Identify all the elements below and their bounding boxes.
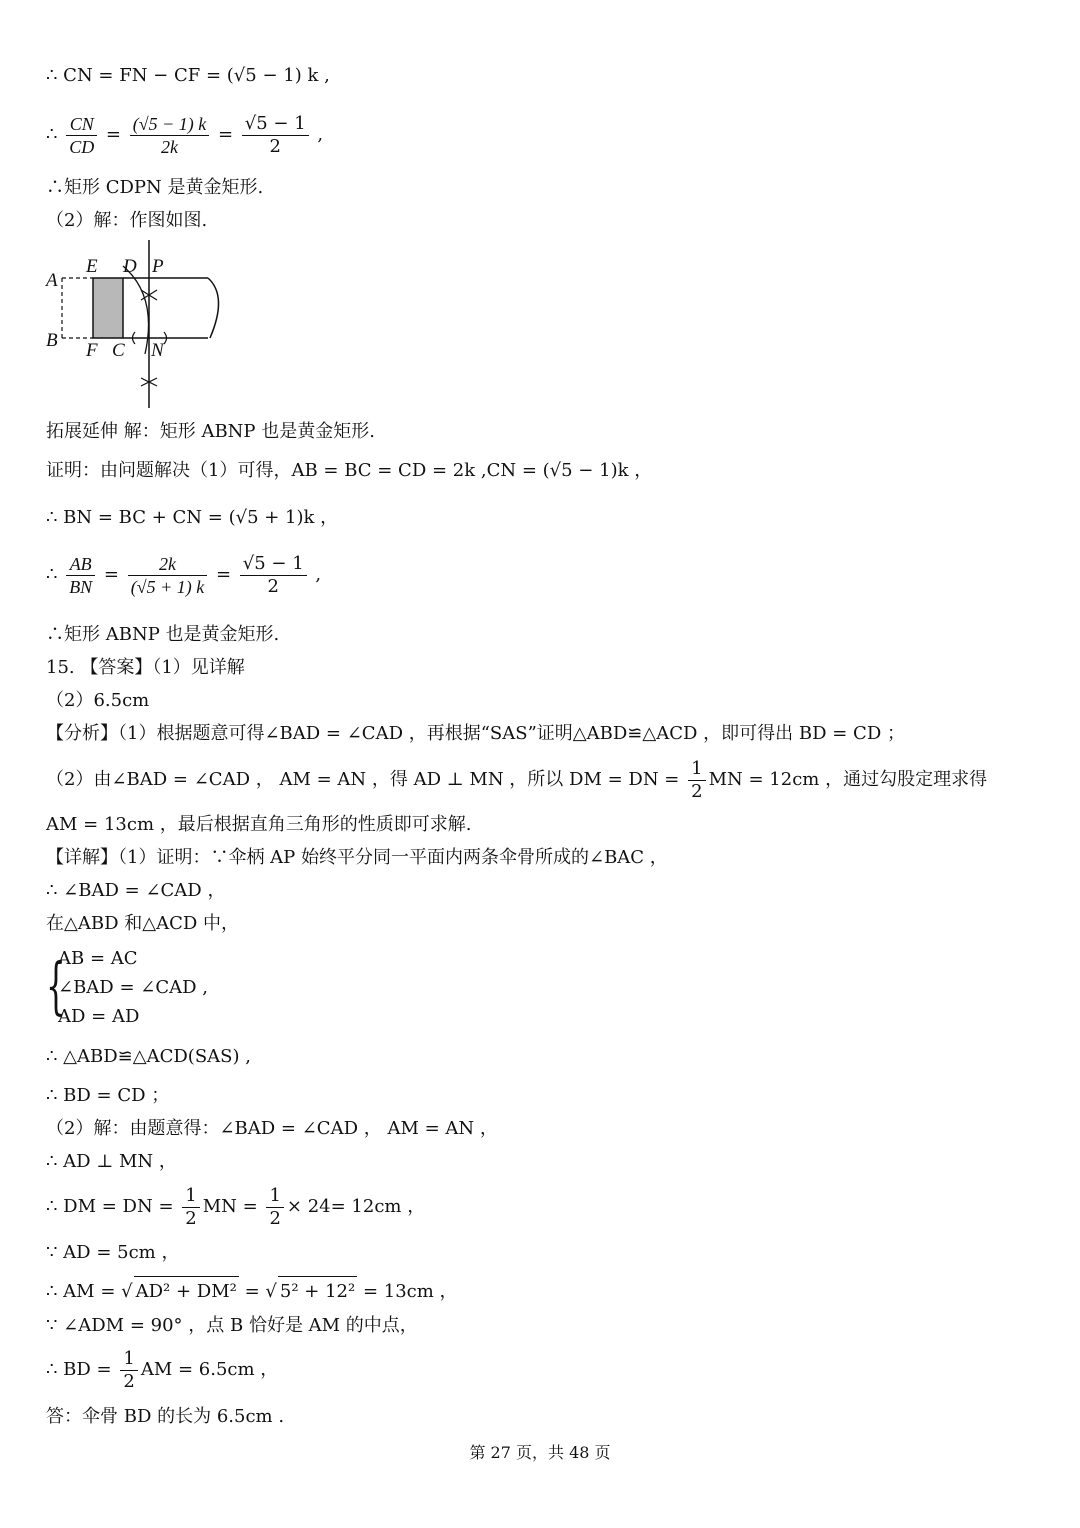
page-footer: 第 27 页，共 48 页	[469, 1443, 611, 1462]
label-p: P	[152, 256, 164, 277]
line-golden-abnp: ∴矩形 ABNP 也是黄金矩形.	[46, 624, 280, 645]
fraction: $\frac{1}{2}$	[120, 1348, 137, 1393]
line-detail-1: 【详解】（1）证明：∵伞柄 AP 始终平分同一平面内两条伞骨所成的∠BAC ，	[46, 847, 668, 868]
construction-figure	[40, 236, 240, 416]
line-q15-answer: 15. 【答案】（1）见详解	[46, 657, 245, 678]
strip-end-curve	[208, 278, 219, 338]
line-part2-solve: （2）解：由题意得：∠BAD = ∠CAD ， AM = AN ，	[46, 1118, 498, 1139]
fraction: $\frac{CN}{CD}$	[66, 113, 97, 158]
line-am: ∴ AM = √ AD² + DM² = √ 5² + 12² = 13cm ，	[46, 1276, 458, 1307]
fraction: $\frac{1}{2}$	[266, 1185, 283, 1230]
label-n: N	[151, 340, 164, 361]
system-eq-2: ∠BAD = ∠CAD ,	[58, 977, 208, 998]
line-ad-5: ∵ AD = 5cm ，	[46, 1242, 180, 1263]
line-proof-start: 证明：由问题解决（1）可得，AB = BC = CD = 2k ,CN = (√5 − 1)k ，	[46, 460, 653, 481]
label-c: C	[112, 340, 125, 361]
therefore: ∴	[46, 124, 58, 145]
therefore: ∴	[46, 564, 58, 585]
fraction: $\frac{1}{2}$	[182, 1185, 199, 1230]
line-extension: 拓展延伸 解：矩形 ABNP 也是黄金矩形.	[46, 421, 375, 442]
line-golden-cdpn: ∴矩形 CDPN 是黄金矩形.	[46, 177, 264, 198]
line-ratio-ab-bn: ∴ $\frac{AB}{BN}$ = $\frac{2k}{(√5 + 1) k}$ = $\frac{√5 - 1}{2}$ ,	[46, 552, 322, 597]
label-d: D	[123, 256, 137, 277]
line-part2-draw: （2）解：作图如图.	[46, 210, 208, 231]
line-analysis-2: （2）由∠BAD = ∠CAD ， AM = AN ，得 AD ⊥ MN ，所以 DM = DN = $\frac{1}{2}$ MN = 12cm ，通过勾股定理求得	[46, 757, 988, 802]
system-eq-3: AD = AD	[58, 1006, 140, 1027]
line-detail-3: 在△ABD 和△ACD 中，	[46, 913, 239, 934]
line-analysis-3: AM = 13cm ，最后根据直角三角形的性质即可求解.	[46, 814, 472, 835]
line-bd: ∴ BD = $\frac{1}{2}$ AM = 6.5cm ，	[46, 1347, 279, 1392]
line-cn: ∴ CN = FN − CF = (√5 − 1) k ,	[46, 65, 330, 86]
system-eq-1: AB = AC	[58, 948, 138, 969]
line-q15-answer2: （2）6.5cm	[46, 690, 150, 711]
fraction: $\frac{√5 - 1}{2}$	[240, 553, 307, 598]
line-bn: ∴ BN = BC + CN = (√5 + 1)k ，	[46, 507, 339, 528]
line-detail-2: ∴ ∠BAD = ∠CAD ，	[46, 880, 226, 901]
label-e: E	[86, 256, 98, 277]
line-ad-perp: ∴ AD ⊥ MN ，	[46, 1151, 177, 1172]
fraction: $\frac{1}{2}$	[688, 758, 705, 803]
fraction: $\frac{√5 - 1}{2}$	[242, 113, 309, 158]
line-dm-dn: ∴ DM = DN = $\frac{1}{2}$ MN = $\frac{1}{2}$ × 24= 12cm ，	[46, 1184, 426, 1229]
fraction: $\frac{(√5 - 1) k}{2k}$	[130, 113, 210, 158]
label-a: A	[46, 270, 58, 291]
label-f: F	[86, 340, 98, 361]
system-brace: {	[46, 949, 66, 1022]
line-angle-adm: ∵ ∠ADM = 90° ，点 B 恰好是 AM 的中点，	[46, 1315, 418, 1336]
line-analysis-1: 【分析】（1）根据题意可得∠BAD = ∠CAD ，再根据“SAS”证明△ABD≌△ACD ，即可得出 BD = CD ；	[46, 723, 905, 744]
fraction: $\frac{2k}{(√5 + 1) k}$	[128, 553, 208, 598]
label-b: B	[46, 330, 58, 351]
shaded-rectangle	[93, 278, 123, 338]
line-bd-cd: ∴ BD = CD ；	[46, 1085, 170, 1106]
line-final-answer: 答：伞骨 BD 的长为 6.5cm .	[46, 1406, 285, 1427]
line-ratio-cn-cd: ∴ $\frac{CN}{CD}$ = $\frac{(√5 - 1) k}{2k}$ = $\frac{√5 - 1}{2}$ ,	[46, 112, 324, 157]
fraction: $\frac{AB}{BN}$	[66, 553, 95, 598]
line-congruent: ∴ △ABD≌△ACD(SAS) ,	[46, 1046, 251, 1067]
arc	[123, 266, 149, 354]
